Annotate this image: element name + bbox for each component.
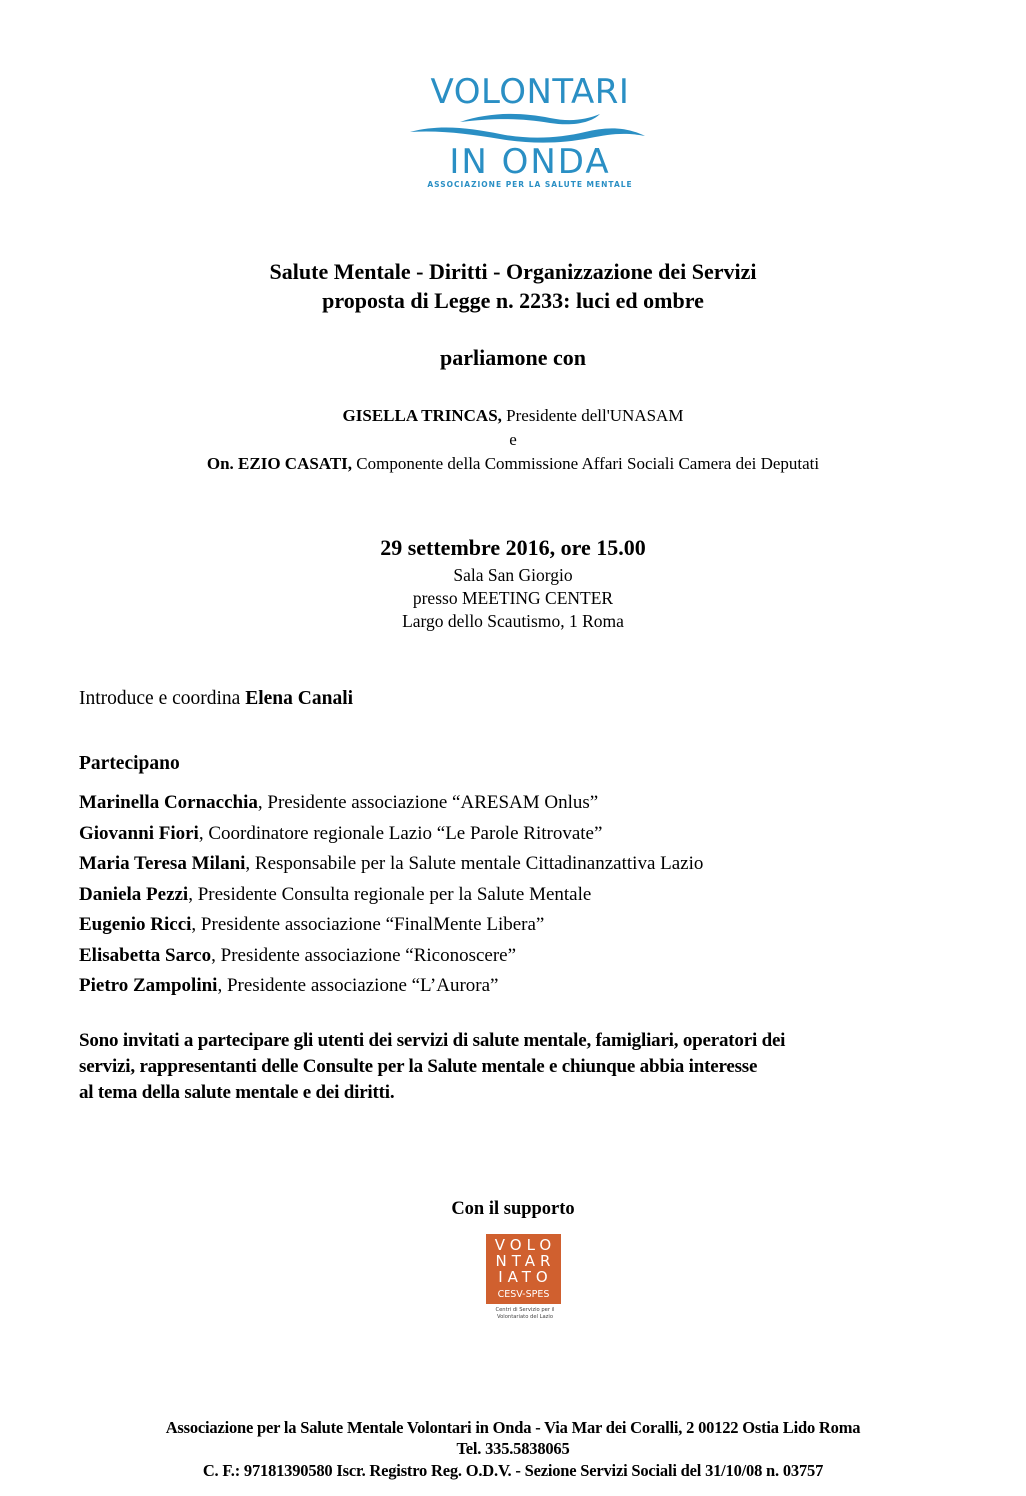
moderator-label: Introduce e coordina <box>79 688 246 709</box>
participants-heading: Partecipano <box>79 753 180 774</box>
participant-role: , Presidente associazione “Riconoscere” <box>211 944 517 966</box>
cesv-spes-logo-box <box>486 1234 561 1304</box>
footer-phone: Tel. 335.5838065 <box>456 1439 570 1458</box>
guest-role: Presidente dell'UNASAM <box>501 406 684 425</box>
venue-line: presso MEETING CENTER <box>412 588 614 608</box>
logo-row: IATO <box>498 1268 553 1286</box>
participant-role: , Responsabile per la Salute mentale Cittadinanzattiva Lazio <box>245 853 704 874</box>
participant-role: , Coordinatore regionale Lazio “Le Parole Ritrovate” <box>198 822 603 844</box>
event-date: 29 settembre 2016, ore 15.00 <box>380 535 646 560</box>
participant-name: Maria Teresa Milani <box>79 853 246 874</box>
event-subtitle: parliamone con <box>439 345 587 370</box>
guest-separator: e <box>509 430 517 449</box>
guest-line <box>0 453 1026 475</box>
participant-item <box>79 852 703 883</box>
guest-role: Componente della Commissione Affari Sociali Camera dei Deputati <box>352 454 820 473</box>
participant-item <box>79 883 703 914</box>
participant-item <box>79 974 703 1005</box>
logo-caption: Volontariato del Lazio <box>496 1314 554 1320</box>
participant-name: Pietro Zampolini <box>79 975 218 996</box>
moderator-name: Elena Canali <box>245 688 354 709</box>
waves-icon <box>410 110 650 144</box>
logo-caption: Centri di Servizio per il <box>495 1307 555 1313</box>
logo-text-line2: IN ONDA <box>449 142 611 182</box>
participant-item <box>79 944 703 975</box>
guest-name: On. EZIO CASATI, <box>206 454 353 473</box>
guest-line <box>0 405 1026 427</box>
participants-list <box>79 791 703 1005</box>
logo-row: NTAR <box>495 1252 556 1270</box>
participant-name: Marinella Cornacchia <box>79 792 258 813</box>
footer-address: Associazione per la Salute Mentale Volontari in Onda - Via Mar dei Coralli, 2 00122 Ostia Lido Roma <box>165 1418 861 1437</box>
event-title-line2: proposta di Legge n. 2233: luci ed ombre <box>322 288 704 313</box>
logo-row: VOLO <box>494 1236 557 1254</box>
participant-role: , Presidente associazione “FinalMente Libera” <box>191 914 545 935</box>
venue-line: Sala San Giorgio <box>453 565 573 585</box>
invitation-paragraph: Sono invitati a partecipare gli utenti dei servizi di salute mentale, famigliari, operatori dei servizi, rappresentanti delle Consulte per la Salute mentale e chiunque abbia interesse al tema della salute mentale e dei diritti. <box>79 1030 786 1103</box>
logo-text-line1: VOLONTARI <box>430 72 630 112</box>
participant-name: Giovanni Fiori <box>79 822 199 844</box>
participant-item <box>79 822 703 853</box>
logo-row: CESV-SPES <box>497 1289 550 1300</box>
guest-name: GISELLA TRINCAS, <box>342 406 502 425</box>
participant-role: , Presidente associazione “ARESAM Onlus” <box>257 792 599 813</box>
footer-registration: C. F.: 97181390580 Iscr. Registro Reg. O.D.V. - Sezione Servizi Sociali del 31/10/08 n. 03757 <box>202 1461 824 1480</box>
logo-tagline: ASSOCIAZIONE PER LA SALUTE MENTALE <box>427 180 633 189</box>
participant-name: Elisabetta Sarco <box>79 944 212 966</box>
participant-role: , Presidente Consulta regionale per la Salute Mentale <box>188 883 592 905</box>
moderator-line <box>79 688 353 710</box>
participant-role: , Presidente associazione “L’Aurora” <box>217 975 499 996</box>
participant-name: Daniela Pezzi <box>79 883 189 905</box>
cesv-spes-logo <box>480 1234 570 1326</box>
event-title-line1: Salute Mentale - Diritti - Organizzazione dei Servizi <box>269 259 757 284</box>
venue-line: Largo dello Scautismo, 1 Roma <box>402 611 624 631</box>
support-label: Con il supporto <box>451 1199 575 1219</box>
participant-item <box>79 913 703 944</box>
participant-item <box>79 791 703 822</box>
participant-name: Eugenio Ricci <box>79 914 192 935</box>
volontari-in-onda-logo <box>380 70 680 190</box>
